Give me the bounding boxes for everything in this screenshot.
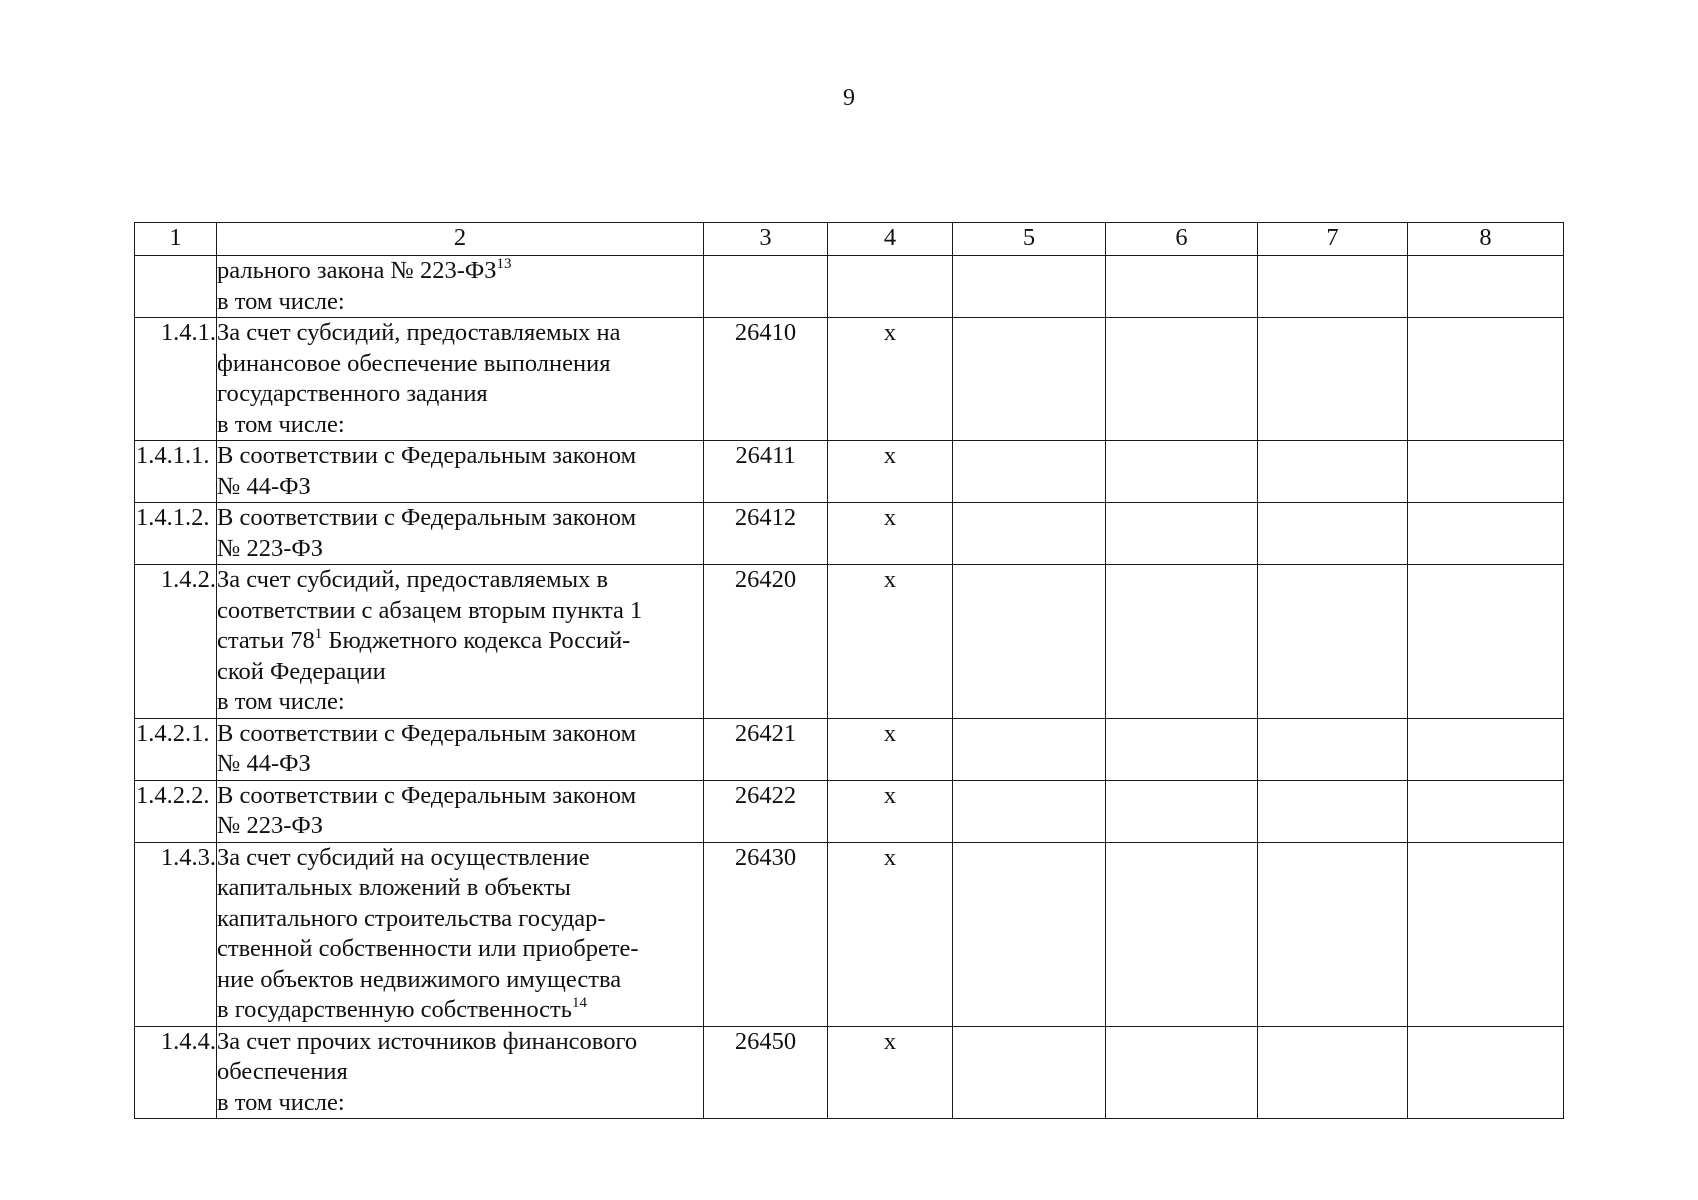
column-header-5: 5: [953, 223, 1106, 256]
row-description: [217, 256, 704, 318]
description-text: капитального строительства государ-: [217, 904, 606, 932]
row-number: 1.4.2.1.: [135, 718, 217, 780]
row-col4-mark: x: [828, 718, 953, 780]
description-text: № 44-ФЗ: [217, 750, 311, 777]
empty-cell-col7: [1258, 256, 1408, 318]
description-text: За счет прочих источников финансового: [217, 1027, 638, 1055]
description-text: соответствии с абзацем вторым пункта 1: [217, 596, 643, 624]
footnote-marker: 13: [496, 255, 512, 272]
row-number: 1.4.1.2.: [135, 503, 217, 565]
description-text: в том числе:: [217, 1088, 345, 1116]
empty-cell-col7: [1258, 503, 1408, 565]
row-col4-mark: x: [828, 503, 953, 565]
empty-cell-col5: [953, 842, 1106, 1026]
empty-cell-col8: [1408, 842, 1564, 1026]
empty-cell-col6: [1106, 780, 1258, 842]
description-line: [217, 349, 703, 380]
table-row: [135, 780, 1564, 842]
empty-cell-col8: [1408, 318, 1564, 441]
empty-cell-col5: [953, 318, 1106, 441]
row-code: 26411: [704, 441, 828, 503]
description-text: За счет субсидий, предоставляемых на: [217, 319, 621, 346]
column-header-7: 7: [1258, 223, 1408, 256]
row-number: 1.4.2.2.: [135, 780, 217, 842]
row-col4-mark: x: [828, 842, 953, 1026]
description-line: [217, 596, 703, 627]
column-number-row: [135, 223, 1564, 256]
row-code: 26430: [704, 842, 828, 1026]
description-text: № 223-ФЗ: [217, 812, 324, 839]
empty-cell-col8: [1408, 780, 1564, 842]
row-code: 26420: [704, 565, 828, 719]
row-code: 26421: [704, 718, 828, 780]
description-text: обеспечения: [217, 1058, 348, 1085]
row-col4-mark: x: [828, 441, 953, 503]
description-text: государственного задания: [217, 380, 488, 407]
description-line: [217, 626, 703, 657]
row-col4-mark: x: [828, 1026, 953, 1119]
description-line: [217, 287, 703, 318]
table-row: [135, 441, 1564, 503]
empty-cell-col7: [1258, 1026, 1408, 1119]
table-row: [135, 503, 1564, 565]
row-description: [217, 1026, 704, 1119]
description-text: ской Федерации: [217, 657, 386, 685]
description-text: За счет субсидий на осуществление: [217, 843, 590, 871]
footnote-marker: 1: [314, 625, 323, 642]
description-line: [217, 534, 703, 565]
row-number: 1.4.2.: [135, 565, 217, 719]
table-row: [135, 318, 1564, 441]
description-line: [217, 873, 703, 904]
row-code: [704, 256, 828, 318]
description-text-after: Бюджетного кодекса Россий-: [322, 627, 631, 654]
description-text: в том числе:: [217, 410, 345, 438]
empty-cell-col5: [953, 503, 1106, 565]
description-line: [217, 843, 703, 874]
description-text: в том числе:: [217, 287, 345, 315]
table-row: [135, 1026, 1564, 1119]
description-line: [217, 904, 703, 935]
row-code: 26410: [704, 318, 828, 441]
column-header-1: 1: [135, 223, 217, 256]
empty-cell-col5: [953, 441, 1106, 503]
description-text: рального закона № 223-ФЗ: [217, 257, 497, 284]
row-col4-mark: x: [828, 318, 953, 441]
description-line: [217, 472, 703, 503]
column-header-4: 4: [828, 223, 953, 256]
empty-cell-col8: [1408, 1026, 1564, 1119]
row-description: [217, 318, 704, 441]
description-line: [217, 719, 703, 750]
empty-cell-col5: [953, 256, 1106, 318]
table-row: [135, 842, 1564, 1026]
empty-cell-col8: [1408, 441, 1564, 503]
description-line: [217, 379, 703, 410]
column-header-3: 3: [704, 223, 828, 256]
empty-cell-col6: [1106, 256, 1258, 318]
description-text: ственной собственности или приобрете-: [217, 935, 639, 962]
description-text: В соответствии с Федеральным законом: [217, 781, 637, 809]
empty-cell-col7: [1258, 318, 1408, 441]
empty-cell-col6: [1106, 318, 1258, 441]
page-number: 9: [843, 85, 855, 111]
row-code: 26422: [704, 780, 828, 842]
row-col4-mark: [828, 256, 953, 318]
empty-cell-col7: [1258, 718, 1408, 780]
row-description: [217, 718, 704, 780]
description-line: [217, 256, 703, 287]
empty-cell-col5: [953, 565, 1106, 719]
description-text: капитальных вложений в объекты: [217, 874, 571, 901]
empty-cell-col8: [1408, 718, 1564, 780]
description-text: в том числе:: [217, 688, 345, 715]
row-description: [217, 565, 704, 719]
description-line: [217, 441, 703, 472]
empty-cell-col6: [1106, 842, 1258, 1026]
table-row: [135, 256, 1564, 318]
description-line: [217, 503, 703, 534]
row-description: [217, 780, 704, 842]
description-line: [217, 687, 703, 718]
empty-cell-col8: [1408, 256, 1564, 318]
empty-cell-col8: [1408, 503, 1564, 565]
description-text: № 44-ФЗ: [217, 472, 311, 500]
description-text: статьи 78: [217, 627, 315, 654]
description-line: [217, 410, 703, 441]
row-code: 26412: [704, 503, 828, 565]
empty-cell-col5: [953, 718, 1106, 780]
column-header-6: 6: [1106, 223, 1258, 256]
table-row: [135, 718, 1564, 780]
description-line: [217, 1088, 703, 1119]
row-number: 1.4.4.: [135, 1026, 217, 1119]
column-header-2: 2: [217, 223, 704, 256]
description-text: финансовое обеспечение выполнения: [217, 349, 611, 377]
empty-cell-col7: [1258, 565, 1408, 719]
empty-cell-col5: [953, 780, 1106, 842]
row-description: [217, 441, 704, 503]
description-line: [217, 934, 703, 965]
table-row: [135, 565, 1564, 719]
description-line: [217, 811, 703, 842]
description-line: [217, 995, 703, 1026]
empty-cell-col7: [1258, 842, 1408, 1026]
description-line: [217, 749, 703, 780]
description-text: в государственную собственность: [217, 996, 572, 1023]
empty-cell-col5: [953, 1026, 1106, 1119]
empty-cell-col6: [1106, 503, 1258, 565]
description-line: [217, 565, 703, 596]
description-text: За счет субсидий, предоставляемых в: [217, 566, 609, 593]
description-line: [217, 965, 703, 996]
row-col4-mark: x: [828, 565, 953, 719]
table-body: [135, 256, 1564, 1119]
empty-cell-col7: [1258, 441, 1408, 503]
empty-cell-col8: [1408, 565, 1564, 719]
empty-cell-col6: [1106, 441, 1258, 503]
description-line: [217, 1057, 703, 1088]
row-number: 1.4.1.1.: [135, 441, 217, 503]
row-number: 1.4.1.: [135, 318, 217, 441]
description-text: № 223-ФЗ: [217, 534, 324, 562]
description-text: ние объектов недвижимого имущества: [217, 965, 622, 993]
row-code: 26450: [704, 1026, 828, 1119]
description-line: [217, 781, 703, 812]
footnote-marker: 14: [571, 994, 587, 1011]
row-col4-mark: x: [828, 780, 953, 842]
description-line: [217, 657, 703, 688]
empty-cell-col7: [1258, 780, 1408, 842]
report-table: [134, 222, 1564, 1119]
empty-cell-col6: [1106, 718, 1258, 780]
description-text: В соответствии с Федеральным законом: [217, 719, 637, 747]
description-line: [217, 1027, 703, 1058]
row-description: [217, 842, 704, 1026]
row-description: [217, 503, 704, 565]
description-line: [217, 318, 703, 349]
row-number: [135, 256, 217, 318]
empty-cell-col6: [1106, 1026, 1258, 1119]
row-number: 1.4.3.: [135, 842, 217, 1026]
description-text: В соответствии с Федеральным законом: [217, 504, 637, 531]
empty-cell-col6: [1106, 565, 1258, 719]
description-text: В соответствии с Федеральным законом: [217, 442, 637, 469]
column-header-8: 8: [1408, 223, 1564, 256]
